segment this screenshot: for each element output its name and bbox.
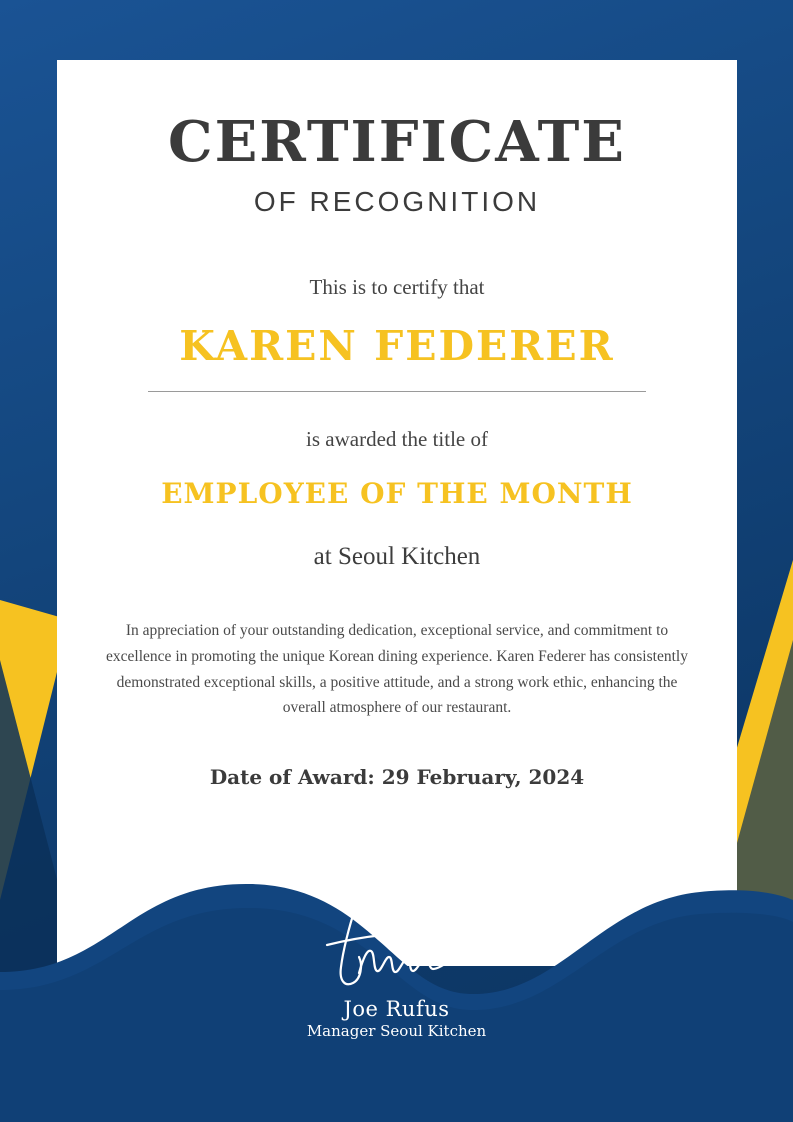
recipient-name: KAREN FEDERER — [179, 321, 615, 370]
recipient-divider — [148, 391, 646, 392]
award-location: at Seoul Kitchen — [313, 542, 481, 570]
signature-block — [0, 899, 793, 1040]
award-title: EMPLOYEE OF THE MONTH — [161, 476, 633, 510]
awarded-line: is awarded the title of — [306, 426, 488, 451]
certify-line: This is to certify that — [309, 274, 485, 299]
signature-icon — [297, 899, 497, 995]
signature-name: Joe Rufus — [343, 997, 450, 1021]
date-of-award: Date of Award: 29 February, 2024 — [209, 765, 585, 790]
appreciation-text: In appreciation of your outstanding dedication, exceptional service, and commitment to excellence in promoting the unique Korean dining experience. Karen Federer has consistently demonstrated exceptional skills, a positive attitude, and a strong work ethic, enhancing the overall atmosphere of our restaurant. — [106, 621, 688, 717]
certificate-subtitle: OF RECOGNITION — [253, 185, 541, 217]
certificate-title: CERTIFICATE — [168, 109, 626, 175]
signature-role: Manager Seoul Kitchen — [306, 1022, 487, 1040]
signature-mark — [0, 899, 793, 995]
